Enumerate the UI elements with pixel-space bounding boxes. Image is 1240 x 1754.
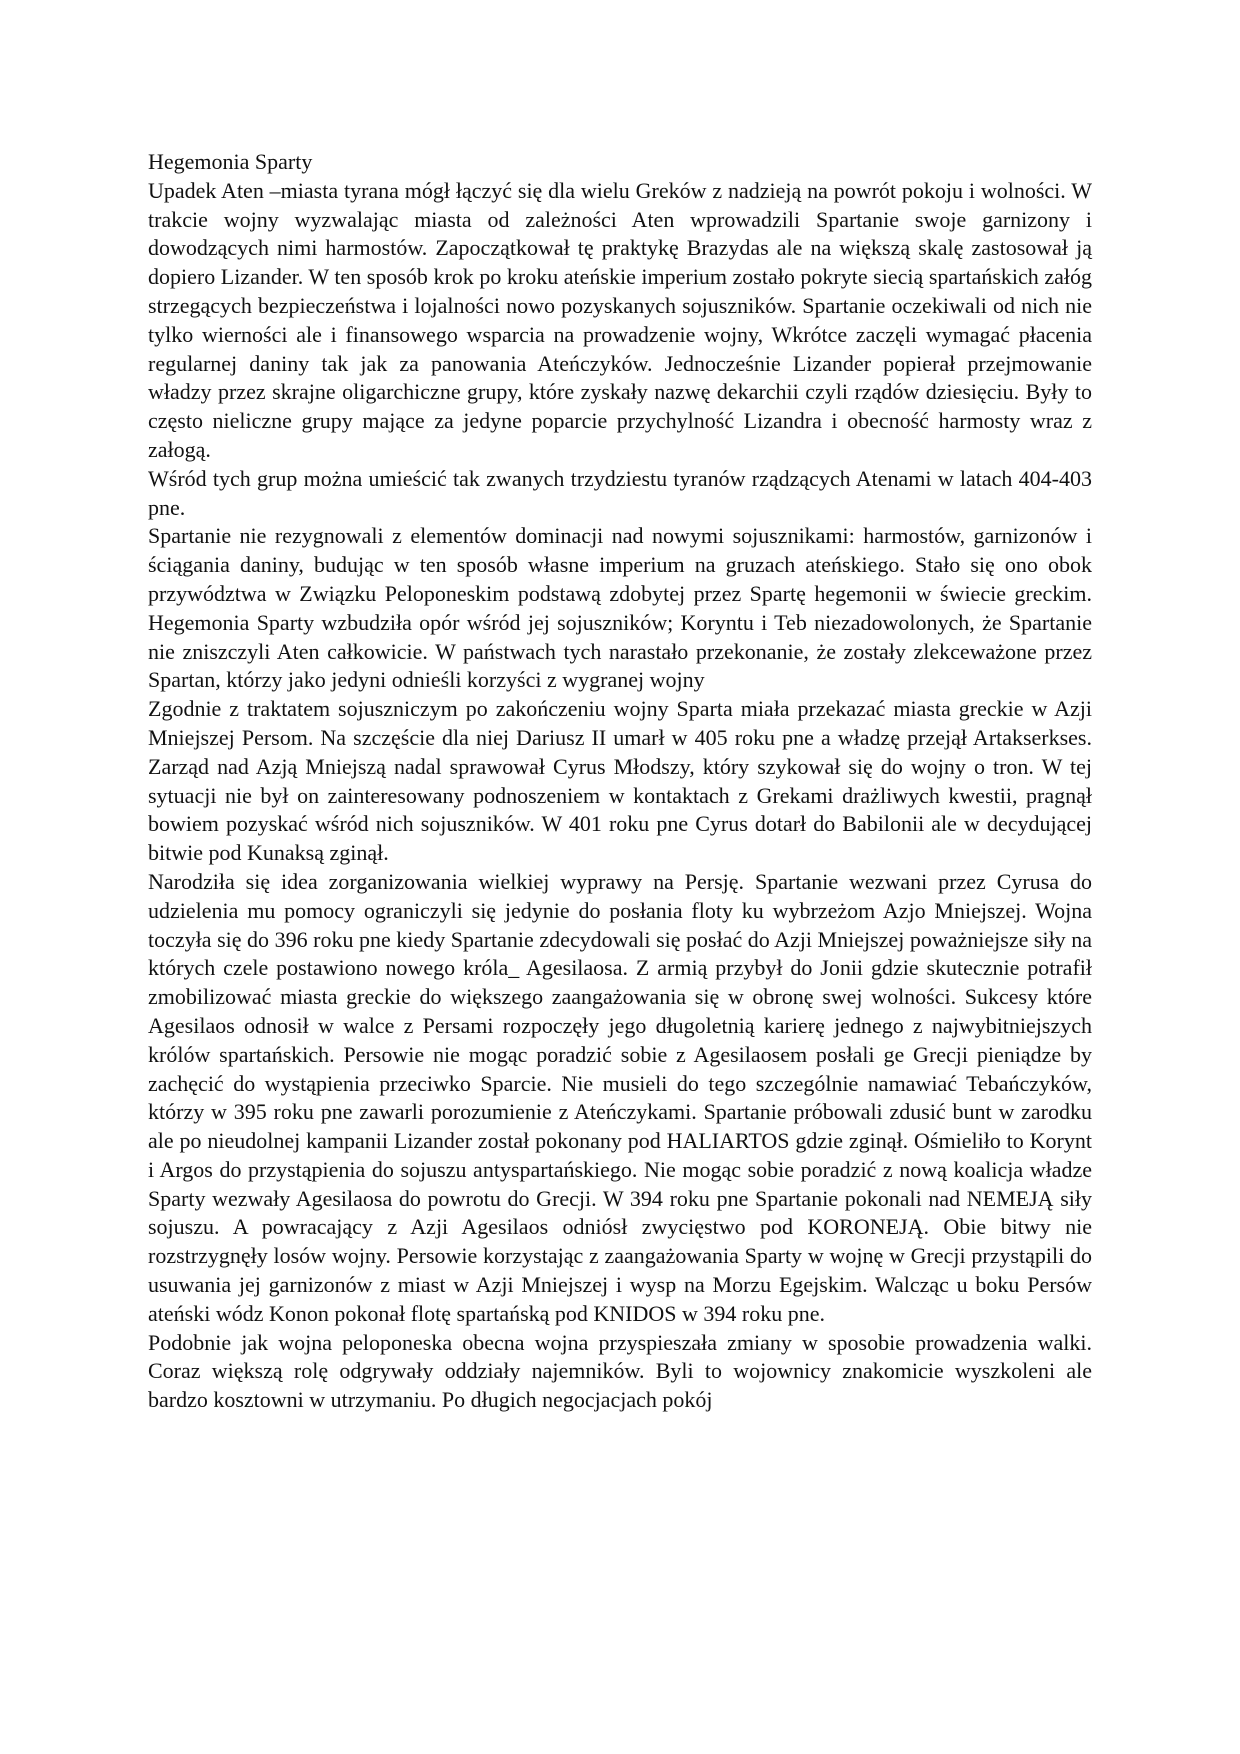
paragraph-2: Wśród tych grup można umieścić tak zwanych trzydziestu tyranów rządzących Atenami w latach 404-403 pne. bbox=[148, 465, 1092, 520]
document-body bbox=[148, 148, 1092, 1415]
paragraph-3: Spartanie nie rezygnowali z elementów dominacji nad nowymi sojusznikami: harmostów, garnizonów i ściągania daniny, budując w ten sposób własne imperium na gruzach ateńskiego. Stało się ono obok przywództwa w Związku Peloponeskim podstawą zdobytej przez Spartę hegemonii w świecie greckim. Hegemonia Sparty wzbudziła opór wśród jej sojuszników; Koryntu i Teb niezadowolonych, że Spartanie nie zniszczyli Aten całkowicie. W państwach tych narastało przekonanie, że zostały zlekceważone przez Spartan, którzy jako jedyni odnieśli korzyści z wygranej wojny bbox=[148, 523, 1092, 693]
paragraph-6: Podobnie jak wojna peloponeska obecna wojna przyspieszała zmiany w sposobie prowadzenia walki. Coraz większą rolę odgrywały oddziały najemników. Byli to wojownicy znakomicie wyszkoleni ale bardzo kosztowni w utrzymaniu. Po długich negocjacjach pokój bbox=[148, 1329, 1092, 1413]
document-title: Hegemonia Sparty bbox=[148, 149, 313, 174]
paragraph-5: Narodziła się idea zorganizowania wielkiej wyprawy na Persję. Spartanie wezwani przez Cyrusa do udzielenia mu pomocy ograniczyli się jedynie do posłania floty ku wybrzeżom Azjo Mniejszej. Wojna toczyła się do 396 roku pne kiedy Spartanie zdecydowali się posłać do Azji Mniejszej poważniejsze siły na których czele postawiono nowego króla_ Agesilaosa. Z armią przybył do Jonii gdzie skutecznie potrafił zmobilizować miasta greckie do większego zaangażowania się w obronę swej wolności. Sukcesy które Agesilaos odnosił w walce z Persami rozpoczęły jego długoletnią karierę jednego z najwybitniejszych królów spartańskich. Persowie nie mogąc poradzić sobie z Agesilaosem posłali ge Grecji pieniądze by zachęcić do wystąpienia przeciwko Sparcie. Nie musieli do tego szczególnie namawiać Tebańczyków, którzy w 395 roku pne zawarli porozumienie z Ateńczykami. Spartanie próbowali zdusić bunt w zarodku ale po nieudolnej kampanii Lizander został pokonany pod HALIARTOS gdzie zginął. Ośmieliło to Korynt i Argos do przystąpienia do sojuszu antyspartańskiego. Nie mogąc sobie poradzić z nową koalicja władze Sparty wezwały Agesilaosa do powrotu do Grecji. W 394 roku pne Spartanie pokonali nad NEMEJĄ siły sojuszu. A powracający z Azji Agesilaos odniósł zwycięstwo pod KORONEJĄ. Obie bitwy nie rozstrzygnęły losów wojny. Persowie korzystając z zaangażowania Sparty w wojnę w Grecji przystąpili do usuwania jej garnizonów z miast w Azji Mniejszej i wysp na Morzu Egejskim. Walcząc u boku Persów ateński wódz Konon pokonał flotę spartańską pod KNIDOS w 394 roku pne. bbox=[148, 868, 1092, 1326]
paragraph-1: Upadek Aten –miasta tyrana mógł łączyć się dla wielu Greków z nadzieją na powrót pokoju i wolności. W trakcie wojny wyzwalając miasta od zależności Aten wprowadzili Spartanie swoje garnizony i dowodzących nimi harmostów. Zapoczątkował tę praktykę Brazydas ale na większą skalę zastosował ją dopiero Lizander. W ten sposób krok po kroku ateńskie imperium zostało pokryte siecią spartańskich załóg strzegących bezpieczeństwa i lojalności nowo pozyskanych sojuszników. Spartanie oczekiwali od nich nie tylko wierności ale i finansowego wsparcia na prowadzenie wojny, Wkrótce zaczęli wymagać płacenia regularnej daniny tak jak za panowania Ateńczyków. Jednocześnie Lizander popierał przejmowanie władzy przez skrajne oligarchiczne grupy, które zyskały nazwę dekarchii czyli rządów dziesięciu. Były to często nieliczne grupy mające za jedyne poparcie przychylność Lizandra i obecność harmosty wraz z załogą. bbox=[148, 177, 1092, 462]
paragraph-4: Zgodnie z traktatem sojuszniczym po zakończeniu wojny Sparta miała przekazać miasta greckie w Azji Mniejszej Persom. Na szczęście dla niej Dariusz II umarł w 405 roku pne a władzę przejął Artakserkses. Zarząd nad Azją Mniejszą nadal sprawował Cyrus Młodszy, który szykował się do wojny o tron. W tej sytuacji nie był on zainteresowany podnoszeniem w kontaktach z Grekami drażliwych kwestii, pragnął bowiem pozyskać wśród nich sojuszników. W 401 roku pne Cyrus dotarł do Babilonii ale w decydującej bitwie pod Kunaksą zginął. bbox=[148, 696, 1092, 866]
